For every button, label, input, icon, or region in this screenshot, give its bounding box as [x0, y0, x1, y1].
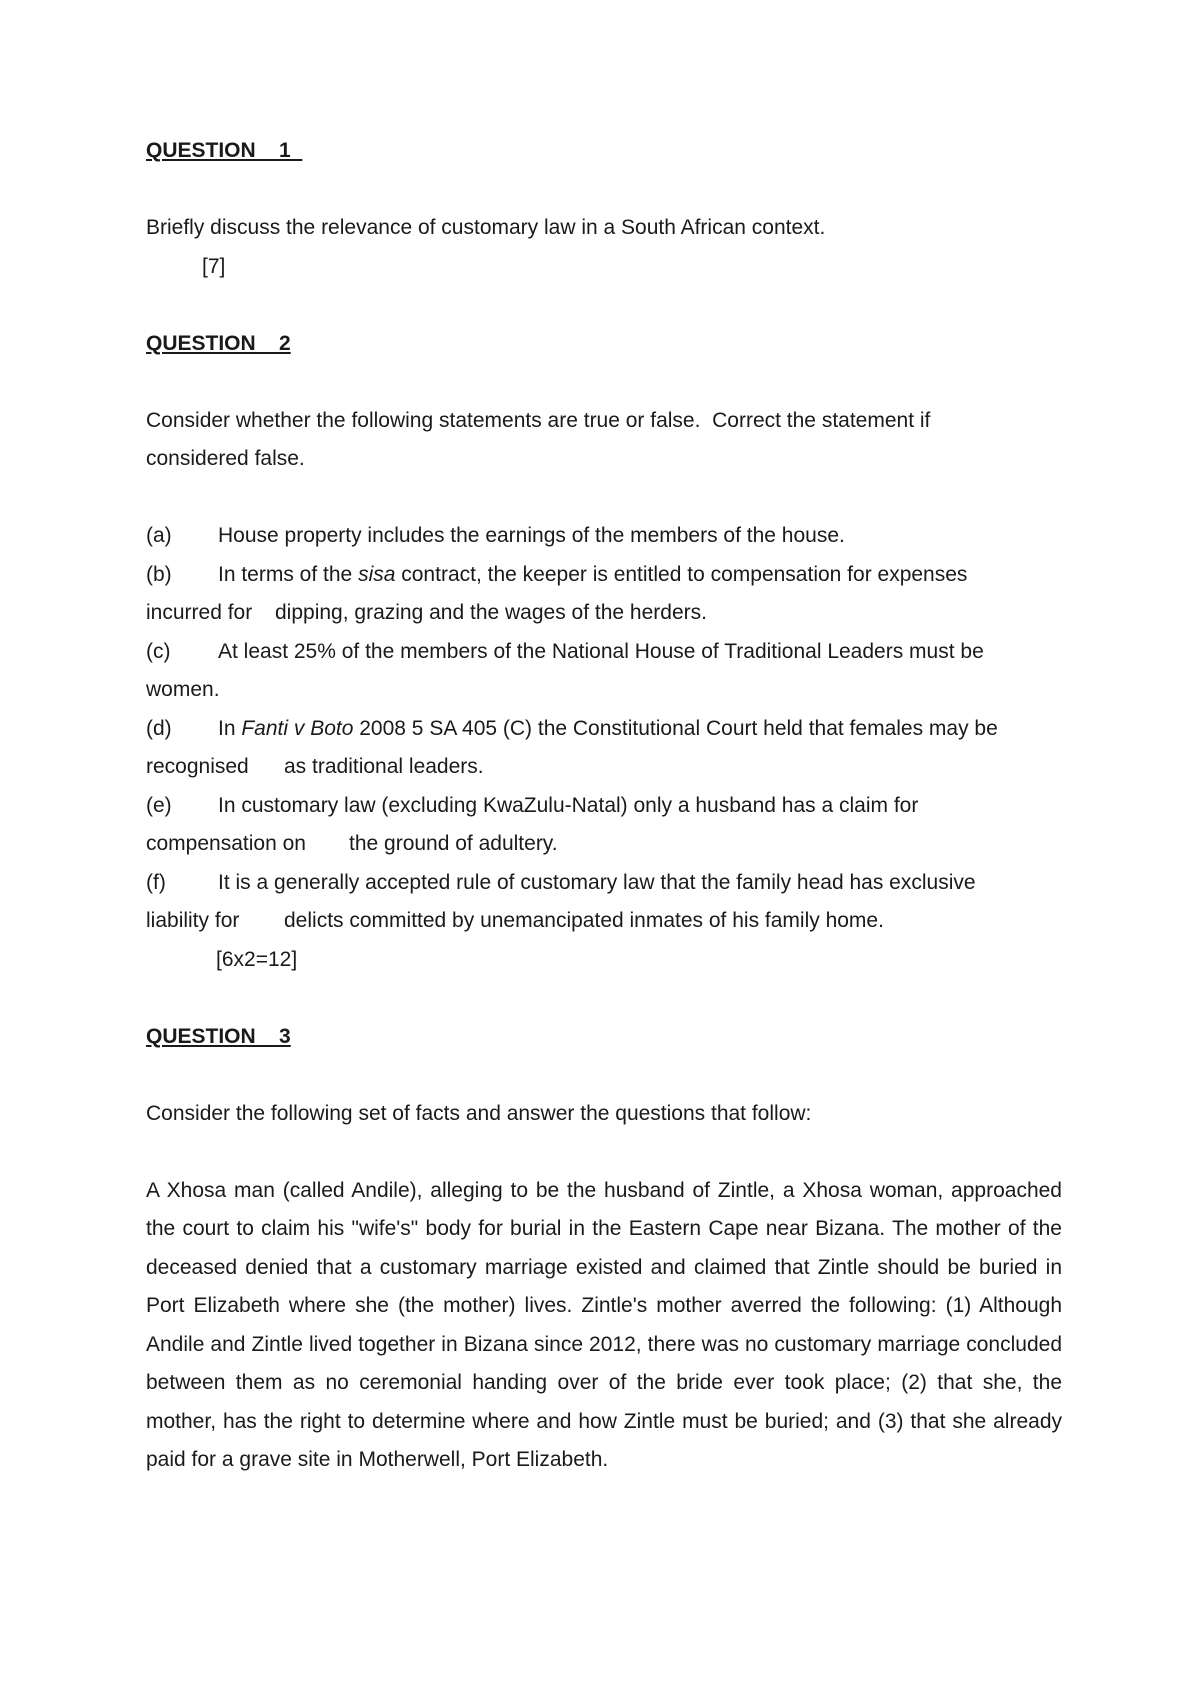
statement-continuation-start: recognised	[146, 755, 249, 778]
question-1-text: Briefly discuss the relevance of customary law in a South African context.	[146, 216, 826, 239]
question-2-heading: QUESTION 2	[146, 331, 291, 355]
statement-a	[146, 517, 1062, 556]
statement-c	[146, 633, 1062, 672]
statement-text-italic: sisa	[358, 562, 396, 586]
case-name: Fanti v Boto	[241, 716, 354, 740]
statement-e	[146, 787, 1062, 826]
statement-text-post: 2008 5 SA 405 (C) the Constitutional Court held that females may be	[353, 716, 998, 740]
statement-continuation-end: the ground of adultery.	[349, 832, 558, 855]
question-2-intro-line-2: considered false.	[146, 447, 305, 470]
statement-b	[146, 556, 1062, 595]
statement-continuation-start: compensation on	[146, 832, 306, 855]
statement-d	[146, 710, 1062, 749]
question-1-heading: QUESTION 1	[146, 139, 303, 162]
statement-label: (f)	[146, 870, 166, 894]
statement-b-continued	[146, 594, 1062, 633]
question-3-facts: A Xhosa man (called Andile), alleging to be the husband of Zintle, a Xhosa woman, approached the court to claim his "wife's" body for burial in the Eastern Cape near Bizana. The mother of the deceased denied that a customary marriage existed and claimed that Zintle should be buried in Port Elizabeth where she (the mother) lives. Zintle's mother averred the following: (1) Although Andile and Zintle lived together in Bizana since 2012, there was no customary marriage concluded between them as no ceremonial handing over of the bride ever took place; (2) that she, the mother, has the right to determine where and how Zintle must be buried; and (3) that she already paid for a grave site in Motherwell, Port Elizabeth.	[146, 1178, 1062, 1471]
question-3-intro: Consider the following set of facts and answer the questions that follow:	[146, 1101, 812, 1125]
question-2-marks: [6x2=12]	[216, 947, 298, 971]
statement-text: It is a generally accepted rule of customary law that the family head has exclusive	[218, 870, 976, 894]
statement-text-post: contract, the keeper is entitled to compensation for expenses	[395, 562, 968, 586]
statement-f-continued	[146, 902, 1062, 941]
statement-continuation-end: as traditional leaders.	[284, 755, 484, 778]
statement-label: (b)	[146, 562, 172, 586]
question-2-intro-line-1: Consider whether the following statements are true or false. Correct the statement if	[146, 408, 931, 432]
statement-continuation-start: incurred for	[146, 601, 253, 624]
statement-label: (a)	[146, 524, 172, 547]
statement-text: In customary law (excluding KwaZulu-Natal) only a husband has a claim for	[218, 793, 919, 817]
statement-c-continued	[146, 671, 1062, 710]
statement-text: At least 25% of the members of the National House of Traditional Leaders must be	[218, 639, 984, 663]
statement-f	[146, 864, 1062, 903]
question-1-marks: [7]	[202, 254, 226, 278]
statement-label: (e)	[146, 793, 172, 817]
statement-continuation-start: liability for	[146, 909, 240, 932]
statement-text-pre: In	[218, 716, 242, 740]
statement-label: (c)	[146, 639, 171, 663]
statement-continuation-end: dipping, grazing and the wages of the herders.	[275, 601, 707, 624]
statement-continuation-end: delicts committed by unemancipated inmates of his family home.	[284, 909, 884, 932]
statement-text-pre: In terms of the	[218, 562, 359, 586]
statement-d-continued	[146, 748, 1062, 787]
statement-e-continued	[146, 825, 1062, 864]
exam-page	[146, 132, 1062, 1480]
question-3-heading: QUESTION 3	[146, 1024, 291, 1048]
statement-continuation: women.	[146, 678, 220, 701]
statement-text: House property includes the earnings of the members of the house.	[218, 524, 845, 547]
statement-label: (d)	[146, 716, 172, 740]
